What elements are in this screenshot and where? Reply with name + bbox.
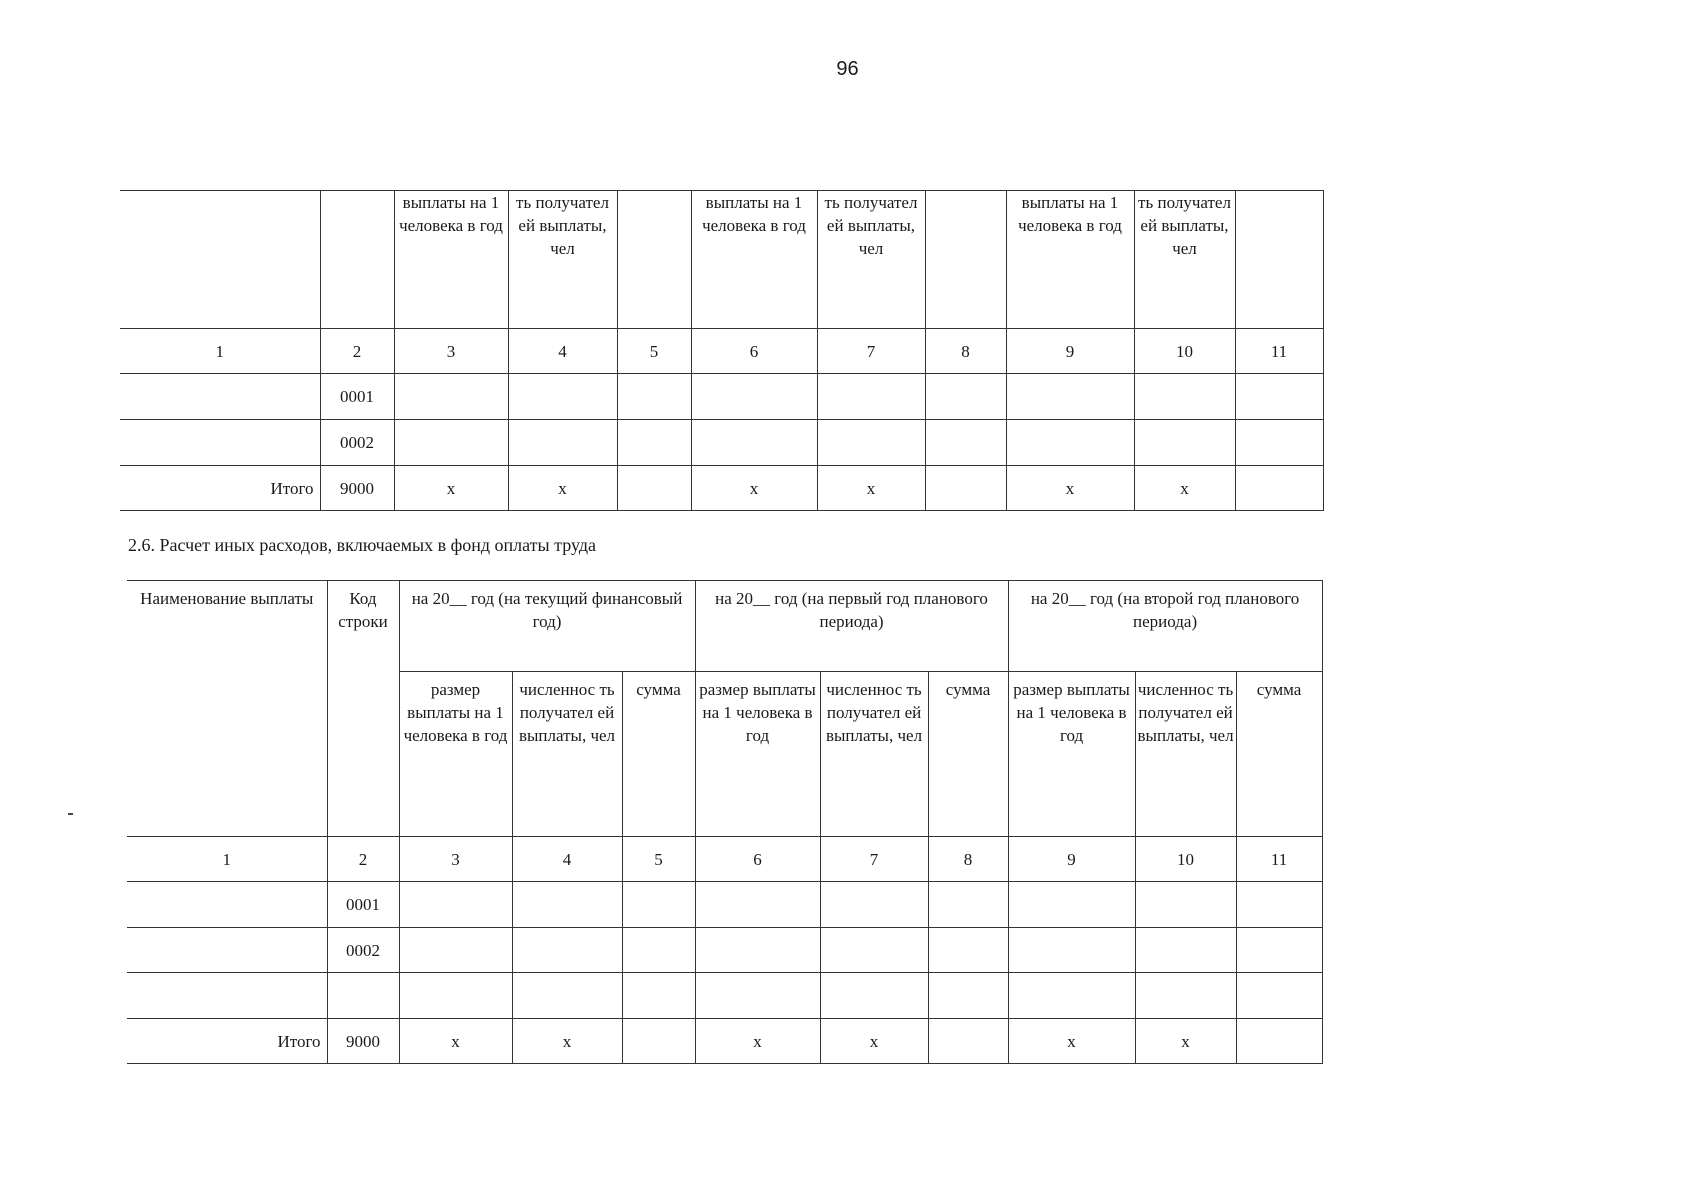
column-number: 2 — [320, 329, 394, 374]
column-number: 9 — [1008, 837, 1135, 882]
column-number: 9 — [1006, 329, 1134, 374]
subcolumn-header: численнос ть получател ей выплаты, чел — [820, 672, 928, 837]
table-row — [127, 928, 1322, 973]
data-cell — [512, 882, 622, 928]
data-cell — [817, 420, 925, 466]
column-number: 6 — [691, 329, 817, 374]
data-cell — [695, 928, 820, 973]
section-title: 2.6. Расчет иных расходов, включаемых в фонд оплаты труда — [128, 535, 597, 555]
data-cell — [820, 882, 928, 928]
header-fragment-cell: выплаты на 1 человека в год — [691, 191, 817, 329]
column-number-row — [127, 837, 1322, 882]
data-cell — [695, 882, 820, 928]
data-cell — [925, 420, 1006, 466]
data-cell — [1006, 374, 1134, 420]
data-cell — [512, 928, 622, 973]
table-row — [120, 374, 1323, 420]
column-number: 6 — [695, 837, 820, 882]
scan-mark — [68, 813, 73, 815]
data-cell — [928, 973, 1008, 1019]
header-fragment-cell — [120, 191, 320, 329]
data-cell — [399, 882, 512, 928]
data-cell — [1235, 420, 1323, 466]
data-cell — [1135, 928, 1236, 973]
row-code-cell: 0002 — [320, 420, 394, 466]
data-cell — [512, 973, 622, 1019]
period-group-current: на 20__ год (на текущий финансовый год) — [399, 581, 695, 672]
total-row — [120, 466, 1323, 511]
column-number-row — [120, 329, 1323, 374]
header-fragment-cell — [925, 191, 1006, 329]
data-cell — [508, 374, 617, 420]
column-number: 10 — [1134, 329, 1235, 374]
data-cell — [820, 973, 928, 1019]
data-cell — [691, 374, 817, 420]
total-cell: x — [1008, 1019, 1135, 1064]
column-number: 11 — [1235, 329, 1323, 374]
column-number: 8 — [925, 329, 1006, 374]
row-name-cell — [127, 928, 327, 973]
total-cell: x — [1006, 466, 1134, 511]
data-cell — [394, 374, 508, 420]
total-cell — [925, 466, 1006, 511]
table-row — [127, 882, 1322, 928]
data-cell — [1008, 882, 1135, 928]
data-cell — [399, 973, 512, 1019]
data-cell — [622, 928, 695, 973]
subcolumn-header: сумма — [928, 672, 1008, 837]
column-number: 3 — [394, 329, 508, 374]
period-group-second-plan: на 20__ год (на второй год планового периода) — [1008, 581, 1322, 672]
total-cell: x — [1135, 1019, 1236, 1064]
column-number: 5 — [622, 837, 695, 882]
subcolumn-header: численнос ть получател ей выплаты, чел — [512, 672, 622, 837]
subcolumn-header: размер выплаты на 1 человека в год — [399, 672, 512, 837]
row-code-cell: 0001 — [327, 882, 399, 928]
data-cell — [820, 928, 928, 973]
subcolumn-header: сумма — [622, 672, 695, 837]
column-number: 11 — [1236, 837, 1322, 882]
data-cell — [1134, 374, 1235, 420]
data-cell — [622, 882, 695, 928]
other-expenses-table — [127, 580, 1323, 1064]
code-column-header: Код строки — [327, 581, 399, 837]
header-fragment-cell: ть получател ей выплаты, чел — [817, 191, 925, 329]
page-number: 96 — [836, 58, 859, 80]
data-cell — [622, 973, 695, 1019]
row-name-cell — [120, 374, 320, 420]
header-fragment-cell — [1235, 191, 1323, 329]
header-row-groups — [127, 581, 1322, 672]
column-number: 3 — [399, 837, 512, 882]
total-cell: x — [1134, 466, 1235, 511]
total-row — [127, 1019, 1322, 1064]
header-fragment-cell: ть получател ей выплаты, чел — [508, 191, 617, 329]
table-row — [120, 420, 1323, 466]
header-fragment-cell — [617, 191, 691, 329]
data-cell — [1236, 928, 1322, 973]
data-cell — [399, 928, 512, 973]
header-fragment-cell: ть получател ей выплаты, чел — [1134, 191, 1235, 329]
total-code: 9000 — [327, 1019, 399, 1064]
data-cell — [691, 420, 817, 466]
header-fragment-cell — [320, 191, 394, 329]
total-cell: x — [394, 466, 508, 511]
data-cell — [617, 374, 691, 420]
data-cell — [817, 374, 925, 420]
data-cell — [508, 420, 617, 466]
data-cell — [695, 973, 820, 1019]
total-cell: x — [695, 1019, 820, 1064]
column-number: 1 — [120, 329, 320, 374]
total-code: 9000 — [320, 466, 394, 511]
table-row — [127, 973, 1322, 1019]
column-number: 7 — [817, 329, 925, 374]
row-name-cell — [120, 420, 320, 466]
total-cell — [1235, 466, 1323, 511]
name-column-header: Наименование выплаты — [127, 581, 327, 837]
row-name-cell — [127, 882, 327, 928]
total-cell — [617, 466, 691, 511]
total-cell: x — [512, 1019, 622, 1064]
data-cell — [1134, 420, 1235, 466]
data-cell — [1235, 374, 1323, 420]
data-cell — [1135, 973, 1236, 1019]
period-group-first-plan: на 20__ год (на первый год планового периода) — [695, 581, 1008, 672]
total-cell — [928, 1019, 1008, 1064]
continuation-table — [120, 190, 1324, 511]
data-cell — [928, 882, 1008, 928]
subcolumn-header: сумма — [1236, 672, 1322, 837]
total-cell: x — [817, 466, 925, 511]
column-number: 5 — [617, 329, 691, 374]
column-number: 4 — [512, 837, 622, 882]
data-cell — [1006, 420, 1134, 466]
subcolumn-header: размер выплаты на 1 человека в год — [695, 672, 820, 837]
data-cell — [1236, 973, 1322, 1019]
row-name-cell — [127, 973, 327, 1019]
column-number: 10 — [1135, 837, 1236, 882]
total-cell: x — [508, 466, 617, 511]
data-cell — [925, 374, 1006, 420]
data-cell — [1236, 882, 1322, 928]
column-number: 4 — [508, 329, 617, 374]
column-number: 2 — [327, 837, 399, 882]
column-number: 1 — [127, 837, 327, 882]
column-number: 7 — [820, 837, 928, 882]
data-cell — [394, 420, 508, 466]
row-code-cell — [327, 973, 399, 1019]
data-cell — [1135, 882, 1236, 928]
data-cell — [1008, 928, 1135, 973]
row-code-cell: 0002 — [327, 928, 399, 973]
total-label: Итого — [127, 1019, 327, 1064]
data-cell — [617, 420, 691, 466]
header-fragment-cell: выплаты на 1 человека в год — [394, 191, 508, 329]
data-cell — [928, 928, 1008, 973]
total-label: Итого — [120, 466, 320, 511]
header-fragment-cell: выплаты на 1 человека в год — [1006, 191, 1134, 329]
row-code-cell: 0001 — [320, 374, 394, 420]
total-cell: x — [820, 1019, 928, 1064]
subcolumn-header: размер выплаты на 1 человека в год — [1008, 672, 1135, 837]
column-number: 8 — [928, 837, 1008, 882]
data-cell — [1008, 973, 1135, 1019]
total-cell — [622, 1019, 695, 1064]
total-cell — [1236, 1019, 1322, 1064]
subcolumn-header: численнос ть получател ей выплаты, чел — [1135, 672, 1236, 837]
total-cell: x — [399, 1019, 512, 1064]
total-cell: x — [691, 466, 817, 511]
